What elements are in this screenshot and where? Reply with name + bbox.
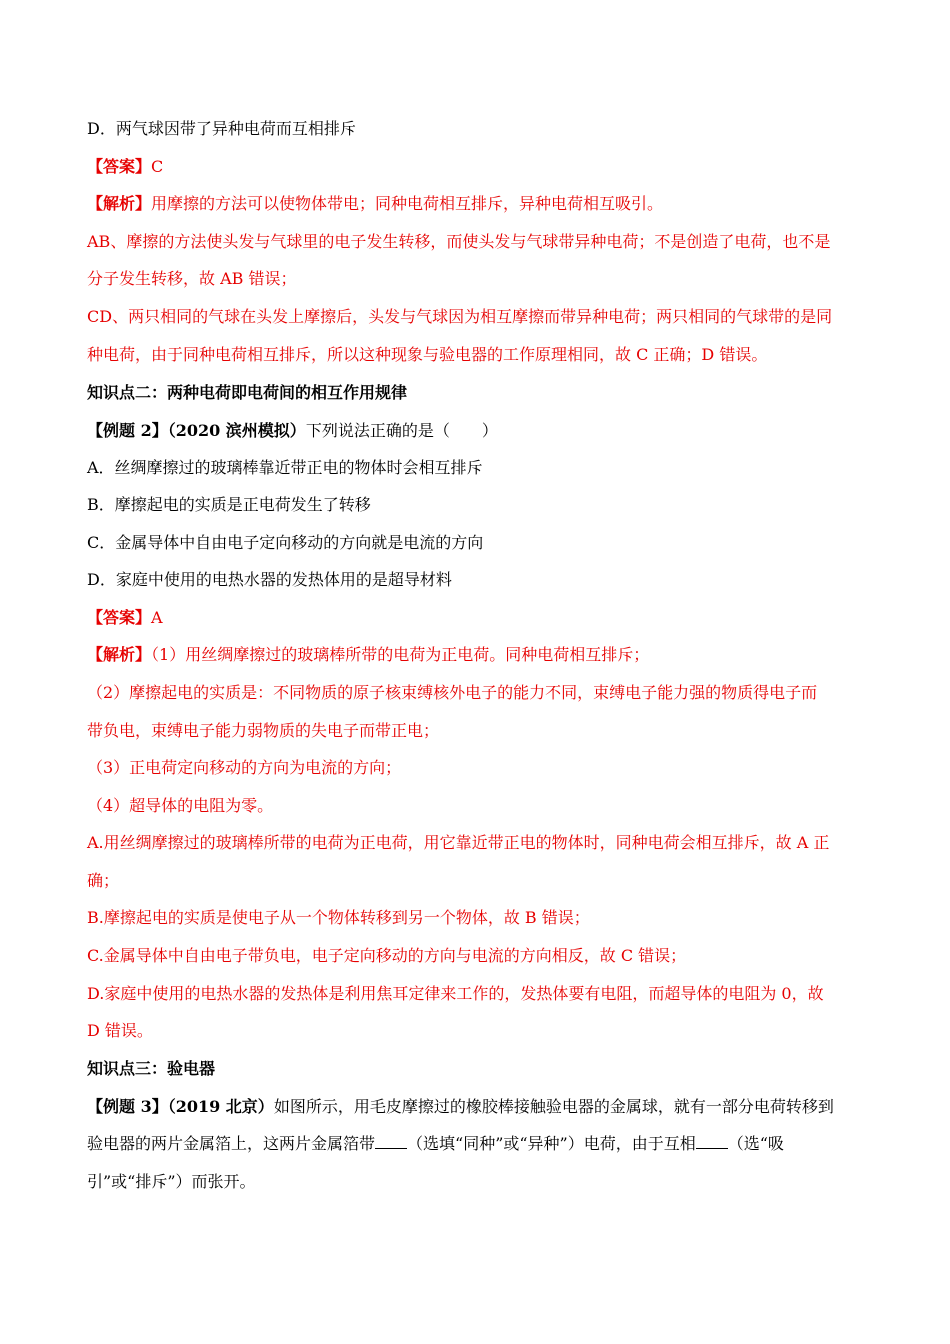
q2-label: 【例题 2】（2020 滨州模拟） bbox=[87, 421, 306, 440]
q3-line1 bbox=[87, 1097, 834, 1117]
q2-analysis-2b: 带负电，束缚电子能力弱物质的失电子而带正电； bbox=[87, 721, 440, 740]
q2-analysis-3: （3）正电荷定向移动的方向为电流的方向； bbox=[87, 758, 402, 777]
analysis-tag: 【解析】 bbox=[87, 194, 152, 213]
q1-ab-line1: AB、摩擦的方法使头发与气球里的电子发生转移，而使头发与气球带异种电荷；不是创造了电荷，也不是 bbox=[87, 232, 831, 251]
analysis-tag: 【解析】 bbox=[87, 645, 152, 664]
answer-tag: 【答案】 bbox=[87, 157, 152, 176]
q1-answer bbox=[87, 157, 163, 177]
answer-tag: 【答案】 bbox=[87, 608, 152, 627]
answer-blank-2[interactable] bbox=[696, 1134, 728, 1149]
answer-blank-1[interactable] bbox=[375, 1134, 407, 1149]
q2-a-line2: 确； bbox=[87, 871, 120, 890]
q2-analysis-2a: （2）摩擦起电的实质是：不同物质的原子核束缚核外电子的能力不同，束缚电子能力强的物质得电子而 bbox=[87, 683, 818, 702]
q2-analysis-4: （4）超导体的电阻为零。 bbox=[87, 796, 274, 815]
q2-option-b: B．摩擦起电的实质是正电荷发生了转移 bbox=[87, 495, 371, 514]
q3-stem-1: 如图所示，用毛皮摩擦过的橡胶棒接触验电器的金属球，就有一部分电荷转移到 bbox=[273, 1097, 834, 1116]
answer-value: A bbox=[151, 608, 163, 627]
section3-title: 知识点三：验电器 bbox=[87, 1059, 216, 1078]
q2-heading bbox=[87, 421, 498, 441]
section2-title: 知识点二：两种电荷即电荷间的相互作用规律 bbox=[87, 383, 408, 402]
q3-line2 bbox=[87, 1134, 784, 1154]
analysis-text: 用摩擦的方法可以使物体带电；同种电荷相互排斥，异种电荷相互吸引。 bbox=[151, 194, 664, 213]
q1-cd-line1: CD、两只相同的气球在头发上摩擦后，头发与气球因为相互摩擦而带异种电荷；两只相同的气球带的是同 bbox=[87, 307, 833, 326]
q2-analysis-1 bbox=[87, 645, 649, 665]
q3-line3: 引”或“排斥”）而张开。 bbox=[87, 1172, 256, 1191]
q2-d-line2: D 错误。 bbox=[87, 1021, 153, 1040]
q2-b-line: B.摩擦起电的实质是使电子从一个物体转移到另一个物体，故 B 错误； bbox=[87, 908, 590, 927]
q2-a-line1: A.用丝绸摩擦过的玻璃棒所带的电荷为正电荷，用它靠近带正电的物体时，同种电荷会相互排斥，故 A 正 bbox=[87, 833, 830, 852]
q3-label: 【例题 3】（2019 北京） bbox=[87, 1097, 274, 1116]
answer-value: C bbox=[151, 157, 164, 176]
q3-stem-2c: （选“吸 bbox=[727, 1134, 784, 1153]
q1-analysis-intro bbox=[87, 194, 663, 214]
q2-option-a: A．丝绸摩擦过的玻璃棒靠近带正电的物体时会相互排斥 bbox=[87, 458, 483, 477]
analysis-text: （1）用丝绸摩擦过的玻璃棒所带的电荷为正电荷。同种电荷相互排斥； bbox=[151, 645, 650, 664]
q1-ab-line2: 分子发生转移，故 AB 错误； bbox=[87, 269, 297, 288]
q1-option-d: D．两气球因带了异种电荷而互相排斥 bbox=[87, 119, 356, 138]
q1-cd-line2: 种电荷，由于同种电荷相互排斥，所以这种现象与验电器的工作原理相同，故 C 正确；D 错误。 bbox=[87, 345, 768, 364]
q2-d-line1: D.家庭中使用的电热水器的发热体是利用焦耳定律来工作的，发热体要有电阻，而超导体的电阻为 0，故 bbox=[87, 984, 824, 1003]
q3-stem-2b: （选填“同种”或“异种”）电荷，由于互相 bbox=[407, 1134, 696, 1153]
q2-c-line: C.金属导体中自由电子带负电，电子定向移动的方向与电流的方向相反，故 C 错误； bbox=[87, 946, 687, 965]
q2-option-c: C．金属导体中自由电子定向移动的方向就是电流的方向 bbox=[87, 533, 484, 552]
q2-stem: 下列说法正确的是（ ） bbox=[305, 421, 498, 440]
q2-option-d: D．家庭中使用的电热水器的发热体用的是超导材料 bbox=[87, 570, 452, 589]
q2-answer bbox=[87, 608, 163, 628]
q3-stem-2a: 验电器的两片金属箔上，这两片金属箔带 bbox=[87, 1134, 376, 1153]
